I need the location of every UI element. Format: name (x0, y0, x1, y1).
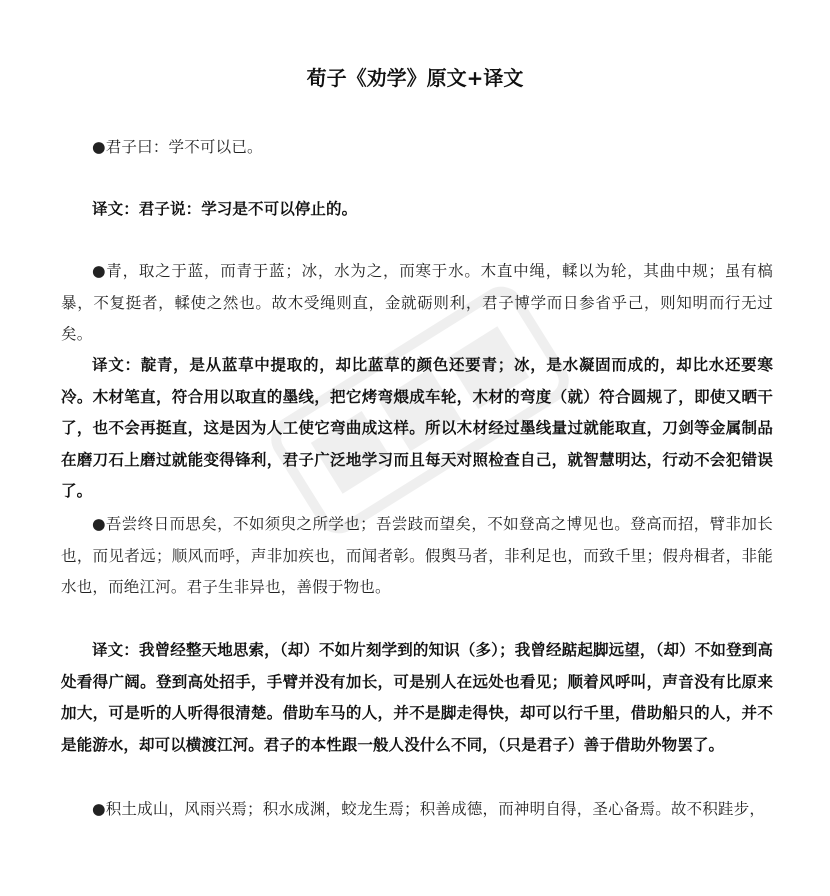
original-paragraph-2: ●青，取之于蓝，而青于蓝；冰，水为之，而寒于水。木直中绳，輮以为轮，其曲中规；虽有槁暴，不复挺者，輮使之然也。故木受绳则直，金就砺则利，君子博学而日参省乎己，则知明而行无过矣。 (61, 262, 773, 343)
original-paragraph-3: ●吾尝终日而思矣，不如须臾之所学也；吾尝跂而望矣，不如登高之博见也。登高而招，臂非加长也，而见者远；顺风而呼，声非加疾也，而闻者彰。假舆马者，非利足也，而致千里；假舟楫者，非能水也，而绝江河。君子生非异也，善假于物也。 (61, 515, 773, 596)
translation-paragraph-2: 译文：靛青，是从蓝草中提取的，却比蓝草的颜色还要青；冰，是水凝固而成的，却比水还要寒冷。木材笔直，符合用以取直的墨线，把它烤弯煨成车轮，木材的弯度（就）符合圆规了，即使又晒干了，也不会再挺直，这是因为人工使它弯曲成这样。所以木材经过墨线量过就能取直，刀剑等金属制品在磨刀石上磨过就能变得锋利，君子广泛地学习而且每天对照检查自己，就智慧明达，行动不会犯错误了。 (61, 356, 773, 500)
original-paragraph-4: ●积土成山，风雨兴焉；积水成渊，蛟龙生焉；积善成德，而神明自得，圣心备焉。故不积跬步， (92, 800, 766, 818)
translation-paragraph-3: 译文：我曾经整天地思索，（却）不如片刻学到的知识（多）；我曾经踮起脚远望，（却）不如登到高处看得广阔。登到高处招手，手臂并没有加长，可是别人在远处也看见；顺着风呼叫，声音没有比原来加大，可是听的人听得很清楚。借助车马的人，并不是脚走得快，却可以行千里，借助船只的人，并不是能游水，却可以横渡江河。君子的本性跟一般人没什么不同，（只是君子）善于借助外物罢了。 (61, 641, 773, 754)
translation-paragraph-1: 译文：君子说：学习是不可以停止的。 (92, 200, 358, 218)
document-title: 荀子《劝学》原文+译文 (306, 66, 524, 90)
original-paragraph-1: ●君子曰：学不可以已。 (92, 138, 263, 156)
